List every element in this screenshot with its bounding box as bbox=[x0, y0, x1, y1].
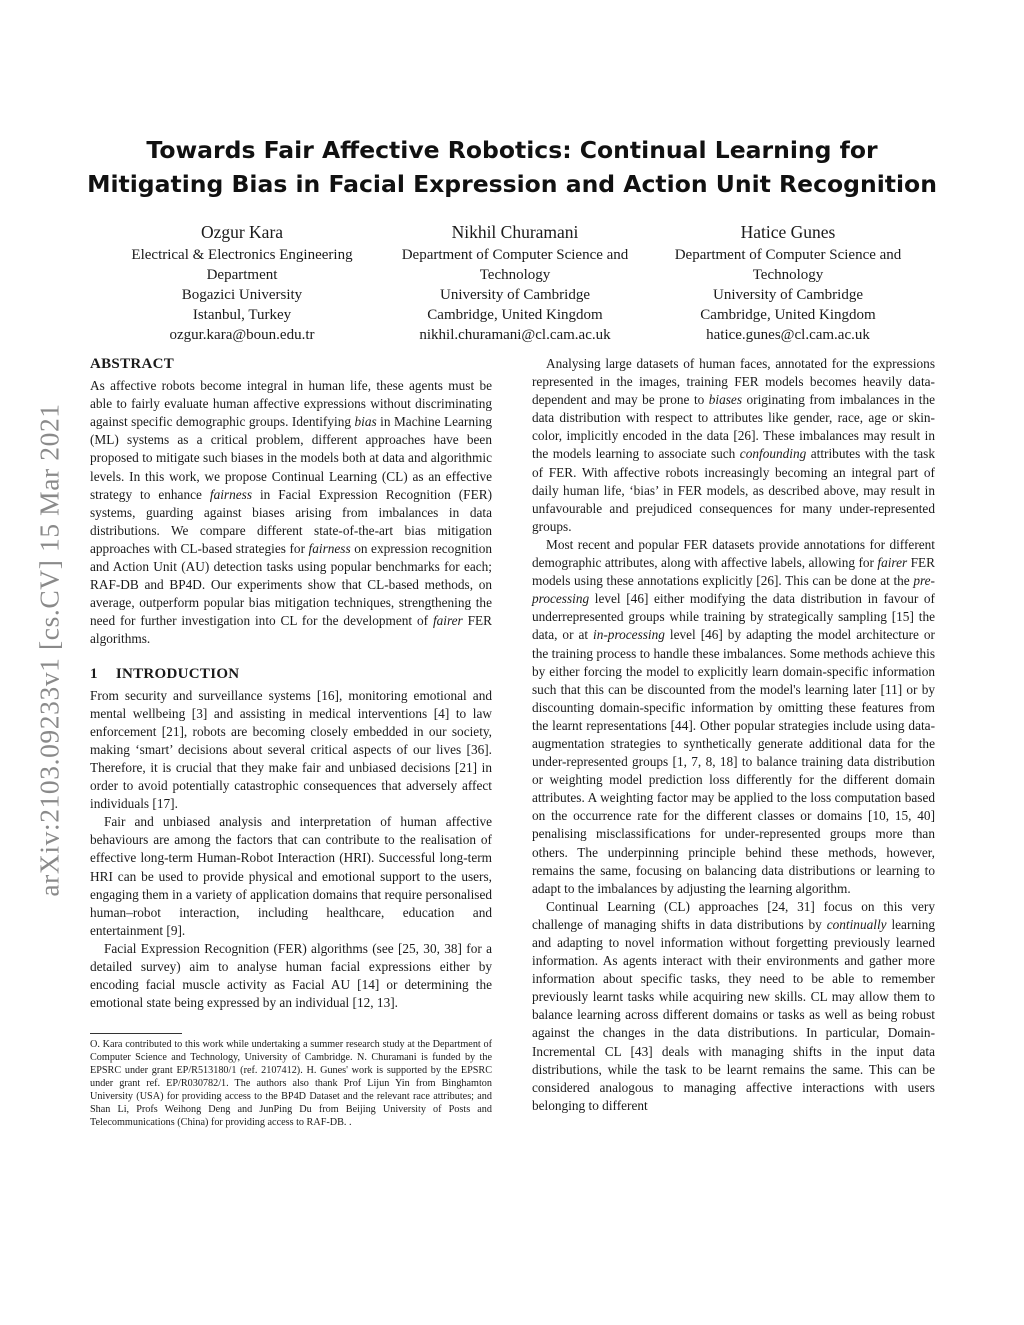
body-paragraph-3: Continual Learning (CL) approaches [24, 31] focus on this very challenge of managing shifts in data distributions by continually learning and adapting to novel information without forgetting previously learned information. As agents interact with their environments and gather more information about specific tasks, they need to be able to remember previously learnt tasks while acquiring new skills. CL may allow them to balance learning across different domains or tasks as well as being robust against the changes in the data distributions. In particular, Domain-Incremental CL [43] deals with managing shifts in the input data distributions, while the task to be learnt remains the same. This can be considered analogous to managing affective interactions with users belonging to different bbox=[532, 898, 936, 1113]
author-name: Hatice Gunes bbox=[740, 222, 836, 242]
author-email: ozgur.kara@boun.edu.tr bbox=[169, 327, 315, 343]
author-affiliation: Department of Computer Science and bbox=[401, 247, 629, 263]
author-affiliation: Technology bbox=[752, 267, 824, 283]
emphasis: continually bbox=[826, 916, 887, 932]
left-column bbox=[90, 355, 492, 1129]
abstract-paragraph: As affective robots become integral in human life, these agents must be able to fairly evaluate human affective expressions without discriminating against specific demographic groups. Identifying bias in Machine Learning (ML) systems as a critical problem, different approaches have been proposed to mitigate such biases in the models both at data and algorithmic levels. In this work, we propose Continual Learning (CL) as an effective strategy to enhance fairness in Facial Expression Recognition (FER) systems, guarding against biases arising from imbalances in data distributions. We compare different state-of-the-art bias mitigation approaches with CL-based strategies for fairness on expression recognition and Action Unit (AU) detection tasks using popular benchmarks for each; RAF-DB and BP4D. Our experiments show that CL-based methods, on average, outperform popular bias mitigation techniques, strengthening the need for further investigation into CL for the development of fairer FER algorithms. bbox=[90, 378, 492, 647]
abstract-heading: ABSTRACT bbox=[90, 356, 175, 372]
author-email: nikhil.churamani@cl.cam.ac.uk bbox=[419, 327, 611, 343]
author-affiliation: Department bbox=[206, 267, 278, 283]
title-line-2: Mitigating Bias in Facial Expression and Action Unit Recognition bbox=[87, 170, 937, 198]
author-affiliation: University of Cambridge bbox=[713, 287, 863, 303]
body-paragraph-1: Analysing large datasets of human faces, annotated for the expressions represented in the images, training FER models becomes heavily data-dependent and may be prone to biases originating from imbalances in the data distribution with respect to attributes like gender, race, age or skin-color, implicitly encoded in the data [26]. These imbalances may result in the models learning to associate such confounding attributes with the task of FER. With affective robots increasingly becoming an integral part of daily human life, ‘bias’ in FER models, as described above, may result in unfavourable and prejudiced consequences for many under-represented groups. bbox=[532, 356, 935, 534]
paper-title bbox=[80, 133, 944, 201]
emphasis: fairer bbox=[432, 613, 463, 629]
footnote: O. Kara contributed to this work while undertaking a summer research study at the Department of Computer Science and Technology, University of Cambridge. N. Churamani is funded by the EPSRC under grant EP/R513180/1 (ref. 2107412). H. Gunes' work is supported by the EPSRC under grant ref. EP/R030782/1. The authors also thank Prof Lijun Yin from Binghamton University (USA) for providing access to the BP4D Dataset and the relevant race attributes; and Shan Li, Profs Weihong Deng and JunPing Du from Beijing University of Posts and Telecommunications (China) for providing access to RAF-DB. . bbox=[90, 1039, 492, 1129]
author-name: Ozgur Kara bbox=[200, 222, 284, 242]
section-title: INTRODUCTION bbox=[115, 665, 240, 682]
arxiv-identifier bbox=[30, 355, 70, 945]
author-affiliation: Istanbul, Turkey bbox=[192, 307, 292, 323]
author-affiliation: Cambridge, United Kingdom bbox=[700, 307, 876, 323]
emphasis: fairer bbox=[877, 555, 908, 571]
emphasis: bias bbox=[354, 414, 377, 430]
footnote-divider bbox=[90, 1033, 182, 1034]
intro-paragraph-3: Facial Expression Recognition (FER) algorithms (see [25, 30, 38] for a detailed survey) aim to analyse human facial expressions either by encoding facial muscle activity as Facial AU [14] or determining the emotional state being expressed by an individual [12, 13]. bbox=[90, 940, 492, 1011]
intro-paragraph-2: Fair and unbiased analysis and interpretation of human affective behaviours are among the factors that can contribute to the realisation of effective long-term Human-Robot Interaction (HRI). Successful long-term HRI can be used to provide physical and emotional support to the users, engaging them in a variety of application domains that require personalised human–robot interaction, including healthcare, education and entertainment [9]. bbox=[90, 814, 492, 938]
author-affiliation: Technology bbox=[479, 267, 551, 283]
emphasis: fairness bbox=[209, 486, 253, 502]
author-name: Nikhil Churamani bbox=[451, 222, 579, 242]
author-affiliation: University of Cambridge bbox=[440, 287, 590, 303]
emphasis: in-processing bbox=[593, 627, 665, 643]
section-number: 1 bbox=[90, 665, 98, 682]
emphasis: pre-processing bbox=[532, 573, 935, 607]
author-affiliation: Bogazici University bbox=[181, 287, 303, 303]
author-email: hatice.gunes@cl.cam.ac.uk bbox=[706, 327, 870, 343]
author-affiliation: Electrical & Electronics Engineering bbox=[131, 247, 353, 263]
title-line-1: Towards Fair Affective Robotics: Continual Learning for bbox=[146, 136, 878, 164]
right-column bbox=[532, 355, 935, 1115]
body-paragraph-2: Most recent and popular FER datasets provide annotations for different demographic attributes, along with affective labels, allowing for fairer FER models using these annotations explicitly [26]. This can be done at the pre-processing level [46] either modifying the data distribution in favour of underrepresented groups while training by strategically sampling [15] the data, or at in-processing level [46] by adapting the model architecture or the training process to handle these imbalances. Some methods achieve this by either forcing the model to explicitly learn domain-specific information such that this can be discounted from the model's learning later [11] or by discounting domain-specific information by omitting these features from the learnt representations [44]. Other popular strategies include using data-augmentation strategies to synthetically generate additional data for the under-represented groups [1, 7, 8, 18] to balance training data distribution or weighting model prediction loss differently for the different domain attributes. A weighting factor may be applied to the loss computation based on the occurrence rate for the different classes or domains [10, 15, 40] penalising misclassifications for under-represented groups more than others. The underpinning principle behind these methods, however, remains the same, focusing on balancing data distributions or learning to adapt to the imbalances by adjusting the learning algorithm. bbox=[532, 536, 935, 896]
author-affiliation: Department of Computer Science and bbox=[674, 247, 902, 263]
arxiv-id-text: arXiv:2103.09233v1 [cs.CV] 15 Mar 2021 bbox=[34, 403, 66, 897]
author-block bbox=[106, 220, 924, 345]
emphasis: biases bbox=[708, 392, 743, 408]
author-3 bbox=[652, 220, 924, 345]
author-affiliation: Cambridge, United Kingdom bbox=[427, 307, 603, 323]
introduction-heading bbox=[90, 665, 492, 683]
emphasis: fairness bbox=[308, 540, 351, 556]
author-1 bbox=[106, 220, 378, 345]
author-2 bbox=[379, 220, 651, 345]
intro-paragraph-1: From security and surveillance systems [16], monitoring emotional and mental wellbeing [3] and assisting in medical interventions [4] to law enforcement [21], robots are becoming closely embedded in our society, making ‘smart’ decisions about several critical aspects of our lives [36]. Therefore, it is crucial that they make fair and unbiased decisions [21] in order to avoid potentially catastrophic consequences that adversely affect individuals [17]. bbox=[90, 687, 492, 812]
emphasis: confounding bbox=[739, 446, 807, 462]
